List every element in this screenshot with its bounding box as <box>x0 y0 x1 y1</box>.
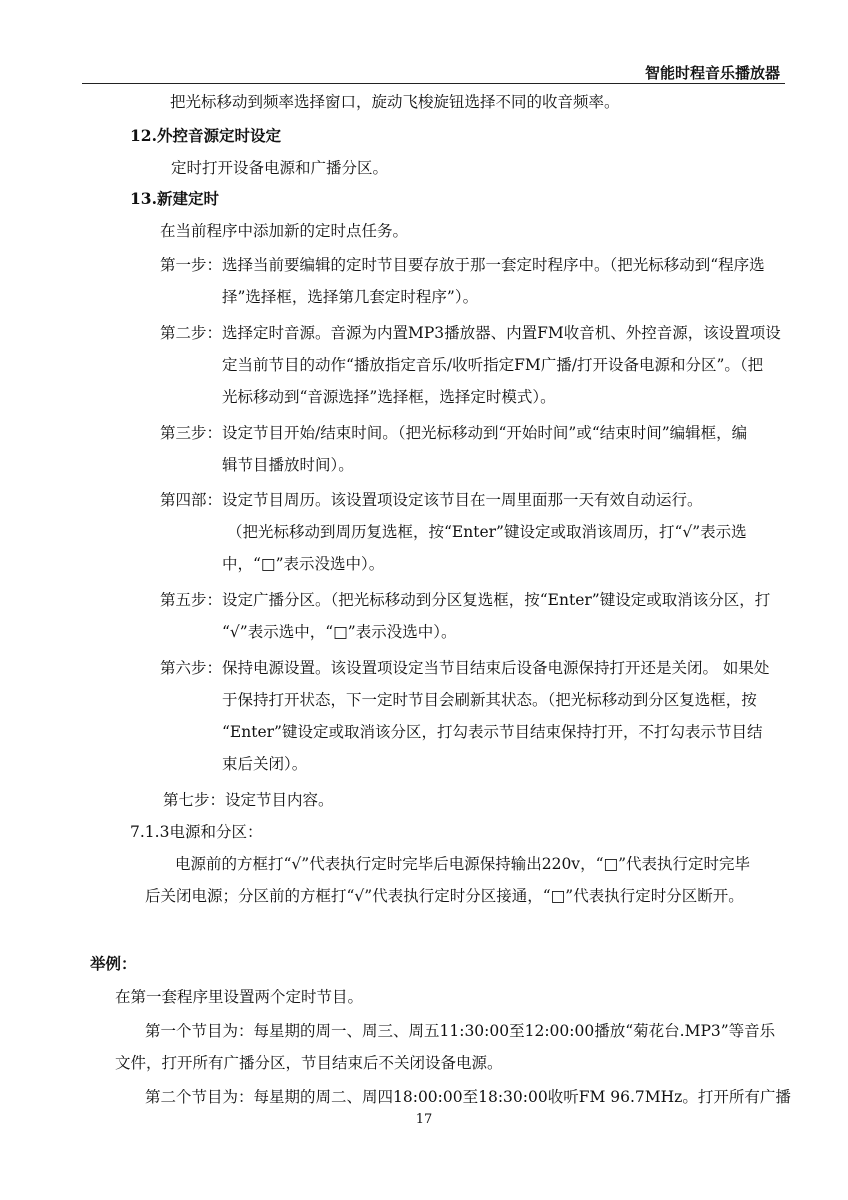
text-line: 在第一套程序里设置两个定时节目。 <box>115 988 364 1006</box>
text-line: （把光标移动到周历复选框，按“Enter”键设定或取消该周历，打“√”表示选 <box>227 523 747 541</box>
text-line: 第六步：保持电源设置。该设置项设定当节目结束后设备电源保持打开还是关闭。 如果处 <box>160 659 770 677</box>
text-line: 第三步：设定节目开始/结束时间。（把光标移动到“开始时间”或“结束时间”编辑框，编 <box>160 424 748 442</box>
text-line: 在当前程序中添加新的定时点任务。 <box>160 222 409 240</box>
text-line: 第一步：选择当前要编辑的定时节目要存放于那一套定时程序中。（把光标移动到“程序选 <box>160 256 765 274</box>
text-line: 后关闭电源；分区前的方框打“√”代表执行定时分区接通，“□”代表执行定时分区断开。 <box>145 887 744 905</box>
section-heading: 7.1.3电源和分区： <box>130 823 263 841</box>
text-line: 定时打开设备电源和广播分区。 <box>171 159 389 177</box>
text-line: 第四部：设定节目周历。该设置项设定该节目在一周里面那一天有效自动运行。 <box>160 491 703 509</box>
text-line: 于保持打开状态，下一定时节目会刷新其状态。（把光标移动到分区复选框，按 <box>222 691 757 709</box>
header-title: 智能时程音乐播放器 <box>644 64 780 82</box>
text-line: 束后关闭）。 <box>222 755 308 773</box>
text-line: 文件，打开所有广播分区，节目结束后不关闭设备电源。 <box>115 1054 503 1072</box>
section-heading: 12.外控音源定时设定 <box>130 126 281 145</box>
text-line: “√”表示选中，“□”表示没选中）。 <box>222 623 457 641</box>
text-line: 第二步：选择定时音源。音源为内置MP3播放器、内置FM收音机、外控音源，该设置项设 <box>160 324 781 342</box>
section-heading: 13.新建定时 <box>130 189 219 208</box>
text-line: 择”选择框，选择第几套定时程序”）。 <box>222 288 479 306</box>
header-rule <box>82 83 785 84</box>
text-line: 定当前节目的动作“播放指定音乐/收听指定FM广播/打开设备电源和分区”。（把 <box>222 356 764 374</box>
text-line: 第二个节目为：每星期的周二、周四18:00:00至18:30:00收听FM 96.7MHz。打开所有广播 <box>145 1088 791 1106</box>
page-number: 17 <box>415 1112 433 1127</box>
text-line: 第七步：设定节目内容。 <box>163 791 334 809</box>
example-heading: 举例： <box>90 954 137 973</box>
text-line: 第五步：设定广播分区。（把光标移动到分区复选框，按“Enter”键设定或取消该分区，打 <box>160 591 771 609</box>
text-line: 辑节目播放时间）。 <box>222 456 354 474</box>
text-line: 第一个节目为：每星期的周一、周三、周五11:30:00至12:00:00播放“菊花台.MP3”等音乐 <box>145 1022 776 1040</box>
text-line: 中，“□”表示没选中）。 <box>222 555 385 573</box>
text-line: “Enter”键设定或取消该分区，打勾表示节目结束保持打开，不打勾表示节目结 <box>222 723 763 741</box>
text-line: 光标移动到“音源选择”选择框，选择定时模式）。 <box>222 388 556 406</box>
text-line: 电源前的方框打“√”代表执行定时完毕后电源保持输出220v，“□”代表执行定时完毕 <box>175 855 751 873</box>
text-line: 把光标移动到频率选择窗口，旋动飞梭旋钮选择不同的收音频率。 <box>170 93 620 111</box>
